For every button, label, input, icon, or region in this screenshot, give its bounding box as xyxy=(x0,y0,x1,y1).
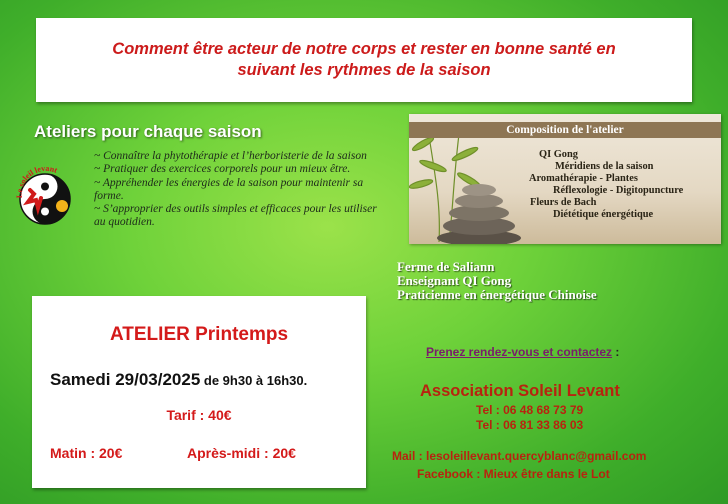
composition-photo xyxy=(409,114,721,244)
phone-1[interactable]: Tel : 06 48 68 73 79 xyxy=(476,403,584,417)
contact-cta xyxy=(426,345,619,359)
contact-cta-text: Prenez rendez-vous et contactez xyxy=(426,345,613,359)
title-banner xyxy=(36,18,692,102)
email-link[interactable]: Mail : lesoleillevant.quercyblanc@gmail.com xyxy=(392,449,647,463)
facebook-link[interactable]: Facebook : Mieux être dans le Lot xyxy=(417,467,610,481)
organizer-role-1: Enseignant QI Gong xyxy=(397,273,512,288)
composition-item: Réflexologie - Digitopuncture xyxy=(553,185,684,196)
composition-item: Aromathérapie - Plantes xyxy=(529,173,638,184)
logo-text: Le soleil levant xyxy=(14,163,59,199)
organizer-role-2: Praticienne en énergétique Chinoise xyxy=(397,287,597,302)
association-name: Association Soleil Levant xyxy=(420,382,620,400)
organizer-place: Ferme de Saliann xyxy=(397,259,495,274)
composition-item: QI Gong xyxy=(539,149,578,160)
yin-yang-logo-icon xyxy=(10,162,80,232)
composition-item: Méridiens de la saison xyxy=(555,161,654,172)
title-line-2: suivant les rythmes de la saison xyxy=(237,61,491,79)
bullet-item: ~ Appréhender les énergies de la saison pour maintenir sa forme. xyxy=(94,176,364,202)
atelier-date-line xyxy=(50,370,307,390)
ateliers-bullets xyxy=(94,150,379,230)
title-line-1: Comment être acteur de notre corps et rester en bonne santé en xyxy=(112,40,616,58)
composition-item: Fleurs de Bach xyxy=(530,197,597,208)
phone-2[interactable]: Tel : 06 81 33 86 03 xyxy=(476,418,584,432)
atelier-apres-midi-price: Après-midi : 20€ xyxy=(187,445,296,461)
organizer-block xyxy=(397,260,597,302)
atelier-hours: de 9h30 à 16h30. xyxy=(200,373,308,388)
bullet-item: ~ Connaître la phytothérapie et l’herboristerie de la saison xyxy=(94,150,367,162)
contact-cta-colon: : xyxy=(612,345,620,359)
atelier-card xyxy=(32,296,366,488)
atelier-matin-price: Matin : 20€ xyxy=(50,445,123,461)
composition-item: Diététique énergétique xyxy=(553,209,654,220)
atelier-date: Samedi 29/03/2025 xyxy=(50,370,201,389)
atelier-tarif: Tarif : 40€ xyxy=(166,407,232,423)
ateliers-heading: Ateliers pour chaque saison xyxy=(34,122,262,141)
bullet-item: ~ Pratiquer des exercices corporels pour un mieux être. xyxy=(94,163,351,176)
atelier-title: ATELIER Printemps xyxy=(109,324,289,345)
bullet-item: ~ S’approprier des outils simples et efficaces pour les utiliser au quotidien. xyxy=(94,203,377,229)
composition-title: Composition de l'atelier xyxy=(409,122,721,138)
